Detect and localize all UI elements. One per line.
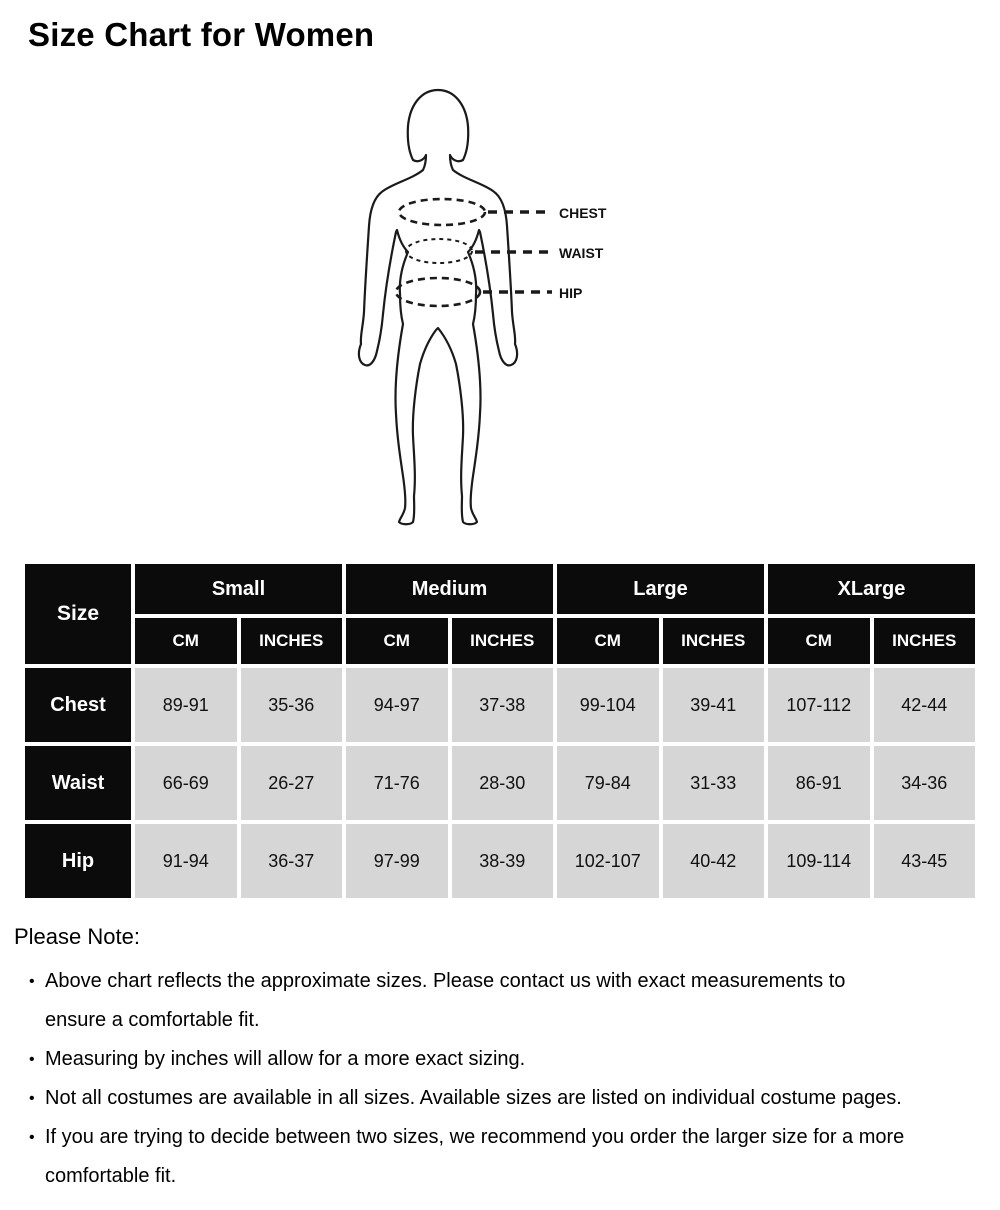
unit-header-cm: CM bbox=[557, 618, 659, 664]
unit-header-inches: INCHES bbox=[874, 618, 976, 664]
body-outline bbox=[359, 90, 517, 524]
chest-label: CHEST bbox=[559, 205, 607, 221]
size-value-cell: 38-39 bbox=[452, 824, 554, 898]
row-label-waist: Waist bbox=[25, 746, 131, 820]
size-value-cell: 43-45 bbox=[874, 824, 976, 898]
size-value-cell: 89-91 bbox=[135, 668, 237, 742]
table-row-hip bbox=[25, 824, 975, 898]
unit-header-cm: CM bbox=[768, 618, 870, 664]
size-value-cell: 39-41 bbox=[663, 668, 765, 742]
size-value-cell: 91-94 bbox=[135, 824, 237, 898]
bullet-icon: • bbox=[29, 1129, 35, 1146]
size-value-cell: 79-84 bbox=[557, 746, 659, 820]
page-title: Size Chart for Women bbox=[28, 16, 375, 53]
size-value-cell: 97-99 bbox=[346, 824, 448, 898]
unit-header-row bbox=[25, 618, 975, 664]
size-value-cell: 109-114 bbox=[768, 824, 870, 898]
size-value-cell: 71-76 bbox=[346, 746, 448, 820]
waist-label: WAIST bbox=[559, 245, 604, 261]
size-value-cell: 99-104 bbox=[557, 668, 659, 742]
size-value-cell: 86-91 bbox=[768, 746, 870, 820]
unit-header-inches: INCHES bbox=[241, 618, 343, 664]
note-item bbox=[14, 1040, 1000, 1079]
note-item bbox=[14, 962, 885, 1040]
bullet-icon: • bbox=[29, 973, 35, 990]
bullet-icon: • bbox=[29, 1051, 35, 1068]
body-measurement-figure bbox=[0, 84, 1000, 536]
note-text: Measuring by inches will allow for a more exact sizing. bbox=[45, 1048, 526, 1070]
size-value-cell: 102-107 bbox=[557, 824, 659, 898]
size-value-cell: 94-97 bbox=[346, 668, 448, 742]
size-value-cell: 42-44 bbox=[874, 668, 976, 742]
table-row-chest bbox=[25, 668, 975, 742]
size-value-cell: 26-27 bbox=[241, 746, 343, 820]
size-value-cell: 28-30 bbox=[452, 746, 554, 820]
unit-header-inches: INCHES bbox=[663, 618, 765, 664]
size-group-header-row bbox=[25, 564, 975, 614]
size-value-cell: 37-38 bbox=[452, 668, 554, 742]
note-text: Not all costumes are available in all sizes. Available sizes are listed on individual costume pages. bbox=[45, 1087, 902, 1109]
size-group-header-large: Large bbox=[557, 564, 764, 614]
size-value-cell: 34-36 bbox=[874, 746, 976, 820]
size-value-cell: 31-33 bbox=[663, 746, 765, 820]
size-group-header-medium: Medium bbox=[346, 564, 553, 614]
bullet-icon: • bbox=[29, 1090, 35, 1107]
row-label-hip: Hip bbox=[25, 824, 131, 898]
size-group-header-small: Small bbox=[135, 564, 342, 614]
table-corner-cell: Size bbox=[25, 564, 131, 664]
size-value-cell: 40-42 bbox=[663, 824, 765, 898]
note-list bbox=[14, 962, 1000, 1196]
size-group-header-xlarge: XLarge bbox=[768, 564, 975, 614]
unit-header-inches: INCHES bbox=[452, 618, 554, 664]
note-text: If you are trying to decide between two sizes, we recommend you order the larger size for a more comfortable fit. bbox=[45, 1126, 905, 1187]
note-item bbox=[14, 1079, 1000, 1118]
size-value-cell: 66-69 bbox=[135, 746, 237, 820]
size-value-cell: 36-37 bbox=[241, 824, 343, 898]
size-chart-table bbox=[21, 560, 979, 902]
size-value-cell: 35-36 bbox=[241, 668, 343, 742]
row-label-chest: Chest bbox=[25, 668, 131, 742]
table-row-waist bbox=[25, 746, 975, 820]
note-item bbox=[14, 1118, 957, 1196]
notes-heading: Please Note: bbox=[14, 924, 140, 949]
unit-header-cm: CM bbox=[135, 618, 237, 664]
hip-label: HIP bbox=[559, 285, 583, 301]
body-figure-svg bbox=[350, 84, 650, 536]
notes-section bbox=[14, 922, 1000, 1196]
note-text: Above chart reflects the approximate sizes. Please contact us with exact measurements to ensure a comfortable fit. bbox=[45, 970, 846, 1031]
unit-header-cm: CM bbox=[346, 618, 448, 664]
size-value-cell: 107-112 bbox=[768, 668, 870, 742]
